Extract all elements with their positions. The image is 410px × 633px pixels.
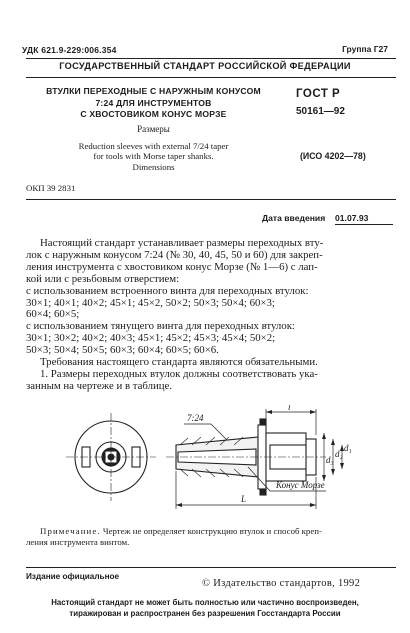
body-line: 60×4; 60×5; <box>26 308 80 321</box>
dimension-d1-label: d₁ <box>344 443 352 453</box>
morse-inner-bore <box>178 449 256 465</box>
body-line: 1. Размеры переходных втулок должны соответствовать ука- <box>40 367 318 380</box>
flange-bottom-key <box>260 489 266 495</box>
body-line: с использованием встроенного винта для переходных втулок: <box>26 284 309 297</box>
title-ru-line: 7:24 ДЛЯ ИНСТРУМЕНТОВ <box>95 97 212 108</box>
sleeve-technical-drawing <box>26 405 396 520</box>
dimension-l-label: l <box>288 405 291 412</box>
body-line: Требования настоящего стандарта являются обязательными. <box>40 356 318 369</box>
body-line: 30×1; 30×2; 40×2; 40×3; 45×1; 45×2; 45×3; 45×4; 50×2; <box>26 332 276 345</box>
udc-code: УДК 621.9-229:006.354 <box>22 45 117 55</box>
end-view-centerlines <box>66 413 156 501</box>
body-line: занным на чертеже и в таблице. <box>26 379 173 392</box>
taper-ratio-label: 7:24 <box>187 413 204 423</box>
gost-label: ГОСТ Р <box>296 88 341 100</box>
dimension-d2-label: d₂ <box>335 449 343 459</box>
iso-reference: (ИСО 4202—78) <box>300 151 366 161</box>
copyright-notice: © Издательство стандартов, 1992 <box>202 578 361 589</box>
group-code: Группа Г27 <box>342 44 388 54</box>
title-block-rule <box>26 199 396 200</box>
dimension-d3-label: d₃ <box>326 455 334 465</box>
body-line: 50×3; 50×4; 50×5; 60×3; 60×4; 60×5; 60×6. <box>26 344 219 357</box>
dimension-L-label: L <box>241 494 247 504</box>
government-standard-title: ГОСУДАРСТВЕННЫЙ СТАНДАРТ РОССИЙСКОЙ ФЕДЕРАЦИИ <box>59 61 351 71</box>
header-top-rule <box>26 58 396 59</box>
body-line: ления инструмента с хвостовиком конус Морзе (№ 1—6) с лап- <box>26 260 318 273</box>
date-underline <box>335 224 393 225</box>
gost-number: 50161—92 <box>296 106 345 117</box>
note-lead: Примечание. <box>40 526 101 536</box>
title-ru-line: С ХВОСТОВИКОМ КОНУС МОРЗЕ <box>80 109 227 119</box>
note-line-2: ления инструмента винтом. <box>26 537 130 547</box>
okp-code: ОКП 39 2831 <box>26 183 76 193</box>
official-edition-label: Издание официальное <box>26 572 120 581</box>
footer-rule <box>26 567 396 568</box>
introduction-date-label: Дата введения <box>262 213 326 223</box>
title-ru-line: ВТУЛКИ ПЕРЕХОДНЫЕ С НАРУЖНЫМ КОНУСОМ <box>46 86 261 96</box>
note-line-1 <box>26 526 396 537</box>
title-en-line: Reduction sleeves with external 7/24 taper <box>78 141 229 151</box>
body-line: кой или с резьбовым отверстием: <box>26 272 180 285</box>
document-subtitle-ru: Размеры <box>137 124 170 134</box>
document-title-ru <box>26 86 281 121</box>
note-line-1-rest: Чертеж не определяет конструкцию втулок и способ креп- <box>102 526 322 536</box>
morse-taper-label: Конус Морзе <box>276 480 325 490</box>
document-title-en <box>26 141 281 172</box>
drawing-note <box>26 526 396 548</box>
title-en-line: for tools with Morse taper shanks. <box>93 151 214 162</box>
body-line: 30×1; 40×1; 40×2; 45×1; 45×2, 50×2; 50×3; 50×4; 60×3; <box>26 296 275 309</box>
reprint-line: тиражирован и распространен без разрешения Госстандарта России <box>69 609 341 618</box>
body-line: лок с наружным конусом 7:24 (№ 30, 40, 45, 50 и 60) для закреп- <box>26 248 323 261</box>
reprint-notice <box>0 597 410 619</box>
introduction-date-value: 01.07.93 <box>335 213 369 223</box>
header-bottom-rule <box>26 77 396 78</box>
body-line: с использованием тянущего винта для переходных втулок: <box>26 320 295 333</box>
body-line: Настоящий стандарт устанавливает размеры переходных вту- <box>40 237 324 249</box>
reprint-line: Настоящий стандарт не может быть полностью или частично воспроизведен, <box>51 598 359 607</box>
body-text <box>26 238 396 393</box>
flange-top-key <box>260 419 266 425</box>
title-en-line: Dimensions <box>132 161 175 172</box>
